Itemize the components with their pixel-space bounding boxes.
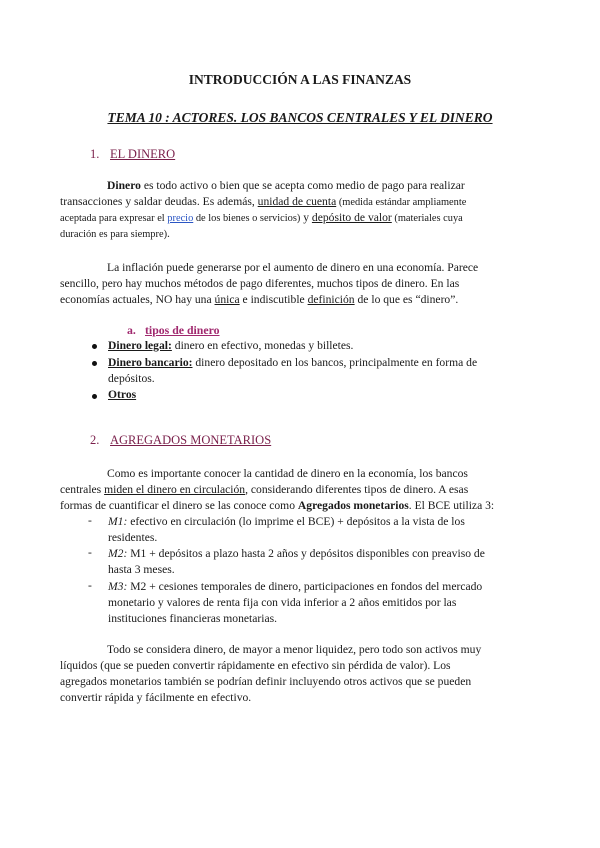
link-precio[interactable]: precio	[167, 213, 194, 224]
paragraph-line	[60, 292, 458, 308]
dash-marker: -	[88, 514, 92, 527]
text: dinero en efectivo, monedas y billetes.	[171, 339, 354, 352]
text: M2 + cesiones temporales de dinero, participaciones en fondos del mercado	[127, 580, 483, 593]
text: formas de cuantificar el dinero se las conoce como	[60, 499, 298, 512]
subsection-heading	[127, 323, 220, 338]
section-number: 2.	[90, 433, 100, 447]
list-item-continuation: instituciones financieras monetarias.	[108, 612, 278, 625]
text: efectivo en circulación (lo imprime el BCE) + depósitos a la vista de los	[127, 515, 465, 528]
section-label: EL DINERO	[110, 147, 176, 161]
text: y	[300, 211, 312, 224]
text: duración es para siempre)	[60, 229, 168, 240]
label-m2: M2:	[108, 547, 128, 560]
list-item-continuation: residentes.	[108, 531, 158, 544]
paragraph-line	[60, 194, 466, 211]
paragraph-line: La inflación puede generarse por el aumento de dinero en una economía. Parece	[107, 261, 479, 274]
text: de los bienes o servicios)	[193, 213, 301, 224]
text: es todo activo o bien que se acepta como medio de pago para realizar	[140, 179, 465, 192]
text: .	[167, 227, 170, 240]
text: . El BCE utiliza 3:	[408, 499, 495, 512]
paragraph-line: sencillo, pero hay muchos métodos de pago diferentes, muchos tipos de dinero. En las	[60, 277, 460, 290]
text: transacciones y saldar deudas. Es además,	[60, 195, 258, 208]
text: dinero depositado en los bancos, principalmente en forma de	[192, 356, 478, 369]
bullet-marker	[92, 394, 97, 399]
dash-marker: -	[88, 579, 92, 592]
term-dinero-bancario: Dinero bancario:	[108, 356, 193, 369]
paragraph-line	[60, 498, 494, 514]
text: (medida estándar ampliamente	[336, 197, 467, 208]
paragraph-line	[60, 482, 468, 498]
list-item-m1	[108, 514, 465, 530]
subsection-letter: a.	[127, 323, 136, 337]
term-deposito-de-valor: depósito de valor	[311, 211, 392, 224]
section-heading-agregados-monetarios	[90, 433, 271, 448]
term-definicion: definición	[307, 293, 355, 306]
section-number: 1.	[90, 147, 100, 161]
paragraph-line	[107, 178, 465, 194]
label-m1: M1:	[108, 515, 128, 528]
list-item	[108, 355, 477, 371]
section-label: AGREGADOS MONETARIOS	[110, 433, 272, 447]
text: (materiales cuya	[391, 213, 463, 224]
text: M1 + depósitos a plazo hasta 2 años y depósitos disponibles con preaviso de	[127, 547, 485, 560]
paragraph-line: líquidos (que se pueden convertir rápidamente en efectivo sin pérdida de valor). Los	[60, 659, 451, 672]
topic-title: TEMA 10 : ACTORES. LOS BANCOS CENTRALES Y EL DINERO	[107, 110, 493, 125]
list-item	[108, 387, 136, 403]
term-otros: Otros	[108, 388, 137, 401]
text: economías actuales, NO hay una	[60, 293, 215, 306]
section-heading-el-dinero	[90, 147, 175, 162]
list-item-continuation: hasta 3 meses.	[108, 563, 175, 576]
list-item-m2	[108, 546, 485, 562]
term-unica: única	[214, 293, 240, 306]
text: e indiscutible	[239, 293, 308, 306]
paragraph-line: Como es importante conocer la cantidad de dinero en la economía, los bancos	[107, 467, 468, 480]
term-dinero: Dinero	[107, 179, 141, 192]
list-item	[108, 338, 353, 354]
text: de lo que es “dinero”.	[354, 293, 459, 306]
text: aceptada para expresar el	[60, 213, 168, 224]
paragraph-line: convertir rápida y fácilmente en efectivo.	[60, 691, 252, 704]
label-m3: M3:	[108, 580, 128, 593]
text: centrales	[60, 483, 105, 496]
paragraph-line	[60, 210, 463, 227]
list-item-m3	[108, 579, 482, 595]
text: , considerando diferentes tipos de dinero. A esas	[245, 483, 469, 496]
term-dinero-legal: Dinero legal:	[108, 339, 172, 352]
term-unidad-de-cuenta: unidad de cuenta	[257, 195, 337, 208]
list-item-continuation: monetario y valores de renta fija con vida inferior a 2 años emitidos por las	[108, 596, 457, 609]
paragraph-line: agregados monetarios también se podrían definir incluyendo otros activos que se pueden	[60, 675, 472, 688]
paragraph-line	[60, 226, 170, 243]
paragraph-line: Todo se considera dinero, de mayor a menor liquidez, pero todo son activos muy	[107, 643, 482, 656]
subsection-label: tipos de dinero	[145, 323, 220, 337]
term-agregados-monetarios: Agregados monetarios	[297, 499, 409, 512]
bullet-marker	[92, 344, 97, 349]
term-miden-dinero: miden el dinero en circulación	[104, 483, 246, 496]
list-item-continuation: depósitos.	[108, 372, 155, 385]
document-title: INTRODUCCIÓN A LAS FINANZAS	[188, 72, 412, 87]
dash-marker: -	[88, 546, 92, 559]
bullet-marker	[92, 361, 97, 366]
